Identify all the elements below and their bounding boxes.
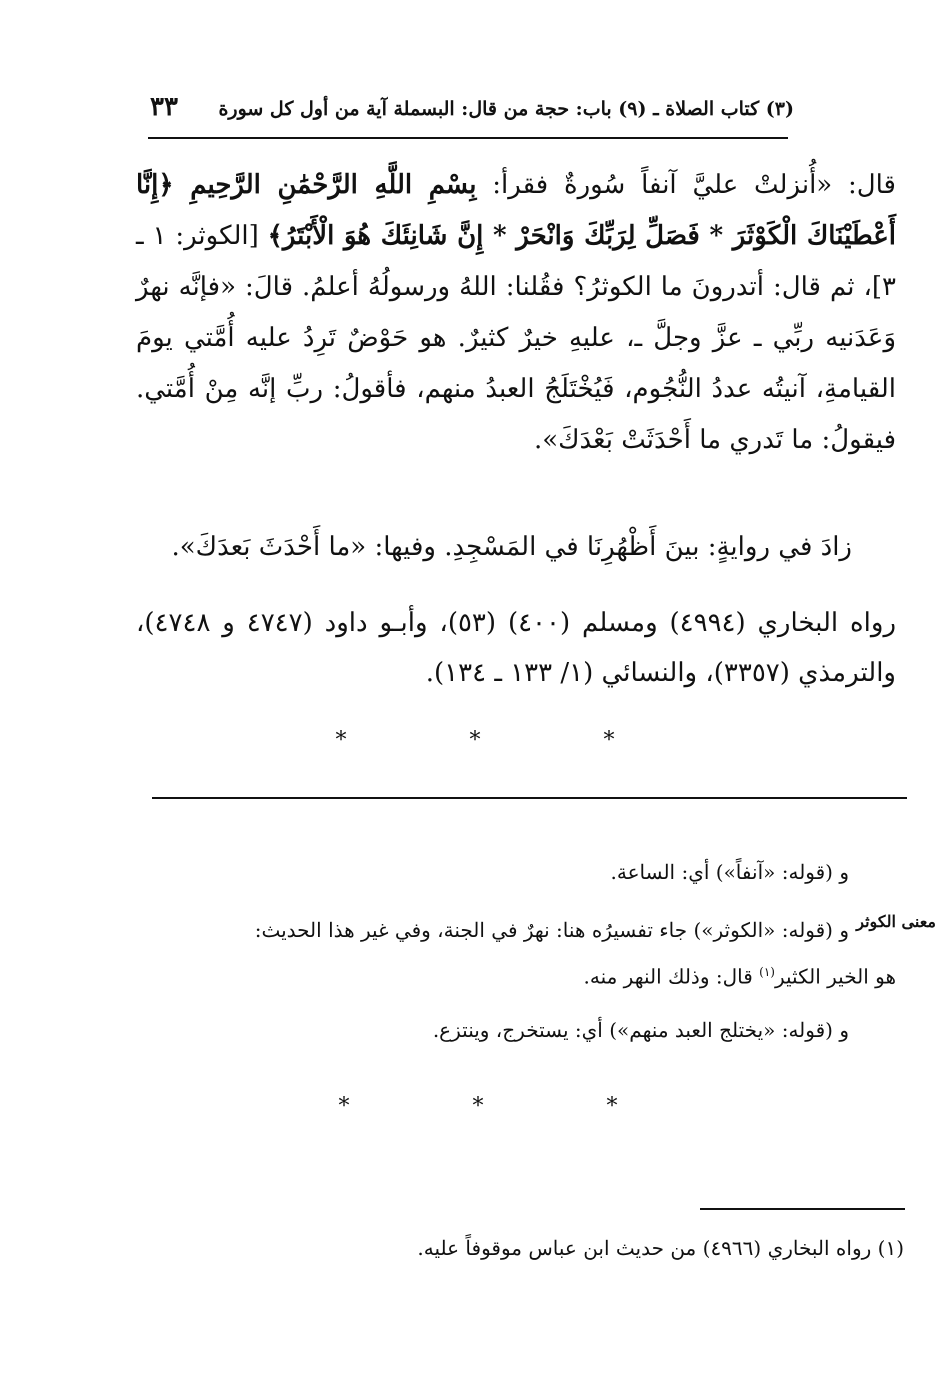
commentary-rule: [152, 797, 907, 799]
commentary-note: و (قوله: «يختلج العبد منهم») أي: يستخرج، وينتزع.: [432, 1018, 849, 1042]
section-separator: * * *: [335, 728, 673, 753]
note-text: هو الخير الكثير: [774, 964, 896, 989]
hadith-addition: زادَ في روايةٍ: بينَ أَظْهُرِنَا في المَسْجِدِ. وفيها: «ما أَحْدَثَ بَعدَكَ».: [171, 532, 852, 562]
header-rule: [148, 137, 788, 139]
hadith-text: [136, 160, 896, 466]
footnote-reference: (١): [759, 965, 775, 979]
page-number: ٣٣: [150, 92, 178, 122]
hadith-takhrij: رواه البخاري (٤٩٩٤) ومسلم (٤٠٠) (٥٣)، وأبـو داود (٤٧٤٧ و ٤٧٤٨)، والترمذي (٣٣٥٧)، والنسائي (١/ ١٣٣ ـ ١٣٤).: [136, 608, 896, 688]
quran-verses: بِسْمِ اللَّهِ الرَّحْمَٰنِ الرَّحِيمِ ﴿إِنَّا أَعْطَيْنَاكَ الْكَوْثَرَ * فَصَلِّ لِرَبِّكَ وَانْحَرْ * إِنَّ شَانِئَكَ هُوَ الْأَبْتَرُ﴾: [136, 170, 896, 251]
footnote: (١) رواه البخاري (٤٩٦٦) من حديث ابن عباس موقوفاً عليه.: [417, 1236, 904, 1260]
hadith-body: [الكوثر: ١ ـ ٣]، ثم قال: أتدرونَ ما الكوثرُ؟ فقُلنا: اللهُ ورسولُهُ أعلمُ. قالَ: «فإنَّه نهرٌ وَعَدَنيه ربِّي ـ عزَّ وجلَّ ـ، عليهِ خيرٌ كثيرٌ. هو حَوْضٌ تَرِدُ عليه أُمَّتي يومَ القيامةِ، آنيتُه عددُ النُّجُوم، فَيُخْتَلَجُ العبدُ منهم، فأقولُ: ربِّ إنَّه مِنْ أُمَّتي. فيقولُ: ما تَدري ما أَحْدَثَتْ بَعْدَكَ».: [136, 221, 896, 455]
hadith-paragraph: [136, 160, 896, 466]
running-header-title: (٣) كتاب الصلاة ـ (٩) باب: حجة من قال: البسملة آية من أول كل سورة: [218, 98, 794, 120]
commentary-note: و (قوله: «آنفاً») أي: الساعة.: [610, 860, 849, 884]
margin-label: معنى الكوثر: [856, 912, 936, 931]
commentary-note-continuation: [136, 950, 896, 999]
footnote-rule: [700, 1208, 905, 1210]
hadith-intro: قال: «أُنزلتْ عليَّ آنفاً سُورةٌ فقرأ:: [476, 170, 896, 200]
commentary-note: و (قوله: «الكوثر») جاء تفسيرُه هنا: نهرٌ في الجنة، وفي غير هذا الحديث:: [254, 918, 849, 942]
section-separator: * * *: [338, 1094, 676, 1119]
note-text: قال: وذلك النهر منه.: [583, 964, 760, 989]
